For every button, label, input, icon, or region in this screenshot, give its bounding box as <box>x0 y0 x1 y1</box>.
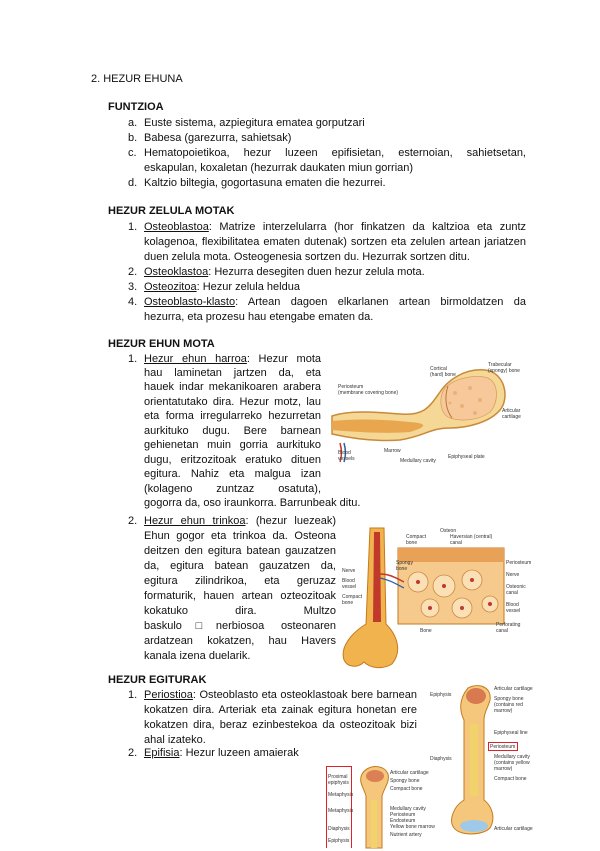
fig2-label: Bone <box>420 628 432 634</box>
list-marker: 1. <box>128 689 138 701</box>
fig4-label: Spongy bone <box>390 778 420 784</box>
term: Hezur ehun trinkoa <box>144 515 246 527</box>
fig2-label: Periosteum <box>506 560 532 566</box>
list-marker: 3. <box>128 281 138 293</box>
fig4-label: Nutrient artery <box>390 832 422 838</box>
list-item: gehienetan muin gorria aurkituko <box>144 439 321 451</box>
list-item: formaturik, hauen artean ozteozitoak <box>144 590 336 602</box>
osteon-illustration <box>340 524 530 670</box>
section-title: 2. HEZUR EHUNA <box>91 73 183 85</box>
list-item: kokatzen dira. Arteriak eta zainak egitura honetan ere <box>144 704 417 716</box>
figure-long-bone-left <box>326 766 435 848</box>
fig2-label: Osteonic <box>506 584 526 590</box>
list-item: da, egitura batean gauzatzen da, <box>144 560 336 572</box>
fig3-label: Diaphysis <box>430 756 452 762</box>
list-item: orientatutako dira. Hezur motz, lau <box>144 396 321 408</box>
ehun-mota-heading: HEZUR EHUN MOTA <box>108 338 215 350</box>
figure-long-bone-right <box>430 684 534 838</box>
fig3-label: Articular cartilage <box>494 686 533 692</box>
fig2-label: Spongy <box>396 560 413 566</box>
fig2-label: Blood <box>342 578 355 584</box>
list-marker: 4. <box>128 296 138 308</box>
list-marker: d. <box>128 177 138 189</box>
text: : Hezur mota <box>246 353 321 365</box>
text: : Hezur luzeen amaierak <box>179 747 299 759</box>
list-item: Ehun gogor eta trinkoa da. Osteona <box>144 530 336 542</box>
list-marker: a. <box>128 117 138 129</box>
list-item <box>144 265 425 279</box>
fig3-label: Epiphyseal line <box>494 730 528 736</box>
list-item: kokatuko dira. Multzo <box>144 605 336 617</box>
fig2-label: vessel <box>342 584 357 590</box>
list-marker: 1. <box>128 221 138 233</box>
fig3-label: marrow) <box>494 766 513 772</box>
fig4-label: epiphysis <box>328 780 349 786</box>
fig2-label: bone <box>406 540 418 546</box>
term: Osteoblasto-klasto <box>144 296 236 308</box>
fig3-label: Medullary cavity <box>494 754 530 760</box>
list-item: egitura. Nahiz eta malgua izan <box>144 468 321 480</box>
list-item: eta forma irregularreko hezurretan <box>144 410 321 422</box>
fig4-label: Medullary cavity <box>390 806 426 812</box>
fig4-label: Endosteum <box>390 818 416 824</box>
list-item <box>144 688 417 702</box>
fig2-label: canal <box>496 628 508 634</box>
fig1-label: cartilage <box>502 414 521 420</box>
fig2-label: vessel <box>506 608 521 614</box>
fig1-label: vessels <box>338 456 355 462</box>
list-marker: 2. <box>128 515 138 527</box>
fig3-label: (contains yellow <box>494 760 530 766</box>
list-item <box>144 746 299 760</box>
list-item: (kolageno zuntzaz osatuta), <box>144 483 321 495</box>
list-item: ahal izateko. <box>144 734 206 746</box>
list-item: aurkituko dugu. Bere barnean <box>144 425 321 437</box>
fig1-label: Trabecular <box>488 362 512 368</box>
list-item <box>144 352 321 366</box>
fig1-label: Blood <box>338 450 351 456</box>
fig4-label: Diaphysis <box>328 826 350 832</box>
list-item: eskapulan, koxaletan (hezurrak daukaten miun gorrian) <box>144 162 414 174</box>
figure-osteon <box>340 524 530 670</box>
fig2-label: bone <box>342 600 354 606</box>
term: Osteoklastoa <box>144 266 209 278</box>
list-item <box>144 514 336 528</box>
fig2-label: Compact <box>406 534 427 540</box>
fig3-label: (contains red <box>494 702 523 708</box>
term: Epifisia <box>144 747 180 759</box>
fig4-label: Metaphysis <box>328 808 354 814</box>
fig1-label: Epiphyseal plate <box>448 454 485 460</box>
fig1-label: Cortical <box>430 366 447 372</box>
fig3-label: Articular cartilage <box>494 826 533 832</box>
term: Osteozitoa <box>144 281 197 293</box>
fig1-label: (spongy) bone <box>488 368 520 374</box>
fig2-label: Nerve <box>342 568 356 574</box>
fig3-label: Compact bone <box>494 776 527 782</box>
fig1-label: (hard) bone <box>430 372 456 378</box>
fig1-label: (membrane covering bone) <box>338 390 399 396</box>
term: Osteoblastoa <box>144 221 209 233</box>
list-item: hauek indar mekanikoaren arabera <box>144 381 321 393</box>
funtzioa-heading: FUNTZIOA <box>108 101 164 113</box>
list-item: egitura zilindrikoa, eta geruzaz <box>144 575 336 587</box>
text: : (hezur luezeak) <box>245 515 336 527</box>
figure-bone-anatomy <box>330 358 528 468</box>
list-marker: 2. <box>128 266 138 278</box>
fig1-label: Periosteum <box>338 384 364 390</box>
fig1-label: Articular <box>502 408 521 414</box>
fig2-label: Haversian (central) <box>450 534 493 540</box>
list-item: baskulo□nerbiosoa osteonaren <box>144 620 336 632</box>
list-marker: c. <box>128 147 137 159</box>
list-item <box>144 280 300 294</box>
list-item: kokatzen dira, beraz ezinbestekoa da osteozitoak bizi <box>144 719 417 731</box>
list-marker: 2. <box>128 747 138 759</box>
fig2-label: Blood <box>506 602 519 608</box>
fig4-label: Yellow bone marrow <box>390 824 435 830</box>
list-item: hau laminetan jartzen da, eta <box>144 367 321 379</box>
term: Periostioa <box>144 689 193 701</box>
text: : Hezurra desegiten duen hezur zelula mota. <box>208 266 425 278</box>
fig4-label: Periosteum <box>390 812 416 818</box>
text: : Osteoblasto eta osteoklastoak bere barnean <box>192 689 417 701</box>
fig2-label: Perforating <box>496 622 521 628</box>
fig1-label: Medullary cavity <box>400 458 436 464</box>
bone-illustration <box>330 358 528 468</box>
fig3-label: Spongy bone <box>494 696 524 702</box>
fig4-label: Proximal <box>328 774 348 780</box>
fig4-label: Epiphysis <box>328 838 350 844</box>
term: Hezur ehun harroa <box>144 353 247 365</box>
text: : Matrize interzelularra (hor finkatzen da kaltzioa eta zuntz <box>208 221 526 233</box>
fig2-label: Osteon <box>440 528 457 534</box>
fig2-label: bone <box>396 566 408 572</box>
zelula-heading: HEZUR ZELULA MOTAK <box>108 205 235 217</box>
text: : Hezur zelula heldua <box>196 281 300 293</box>
list-item: hezurra, eta prozesu hau etengabe ematen da. <box>144 311 374 323</box>
list-item <box>144 220 526 234</box>
list-item: ardatzean kokatzen, hau Havers <box>144 635 336 647</box>
list-item: Babesa (garezurra, sahietsak) <box>144 132 292 144</box>
list-item: gogorra da, oso iraunkorra. Barrunbeak ditu. <box>144 497 361 509</box>
list-item: duen zelula mota. Osteogenesia sortzen du. Hezurrak sortzen ditu. <box>144 251 470 263</box>
fig1-label: Marrow <box>384 448 401 454</box>
list-item: Kaltzio biltegia, gogortasuna ematen die hezurrei. <box>144 177 386 189</box>
fig4-label: Metaphysis <box>328 792 354 798</box>
fig2-label: canal <box>450 540 462 546</box>
list-item <box>144 295 526 309</box>
list-item: Hematopoietikoa, hezur luzeen epifisietan, esternoian, sahietsetan, <box>144 147 526 159</box>
fig3-label: marrow) <box>494 708 513 714</box>
list-item: kanala izena duelarik. <box>144 650 251 662</box>
fig2-label: Compact <box>342 594 363 600</box>
fig3-label: Periosteum <box>490 744 516 750</box>
list-item: Euste sistema, azpiegitura ematea gorputzari <box>144 117 365 129</box>
fig4-label: Articular cartilage <box>390 770 429 776</box>
text: : Artean dagoen elkarlanen artean birmoldatzen da <box>235 296 526 308</box>
fig2-label: canal <box>506 590 518 596</box>
list-marker: 1. <box>128 353 138 365</box>
list-marker: b. <box>128 132 138 144</box>
fig4-label: Compact bone <box>390 786 423 792</box>
list-item: dugu, eritzozitoak eratuko dituen <box>144 454 321 466</box>
egiturak-heading: HEZUR EGITURAK <box>108 674 207 686</box>
fig2-label: Nerve <box>506 572 520 578</box>
fig3-label: Epiphysis <box>430 692 452 698</box>
list-item: deitzen den egitura batean gauzatzen <box>144 545 336 557</box>
list-item: kolagenoa, flexibilitatea ematen dutenak) sortzen eta zelulen artean jariatzen <box>144 236 526 248</box>
